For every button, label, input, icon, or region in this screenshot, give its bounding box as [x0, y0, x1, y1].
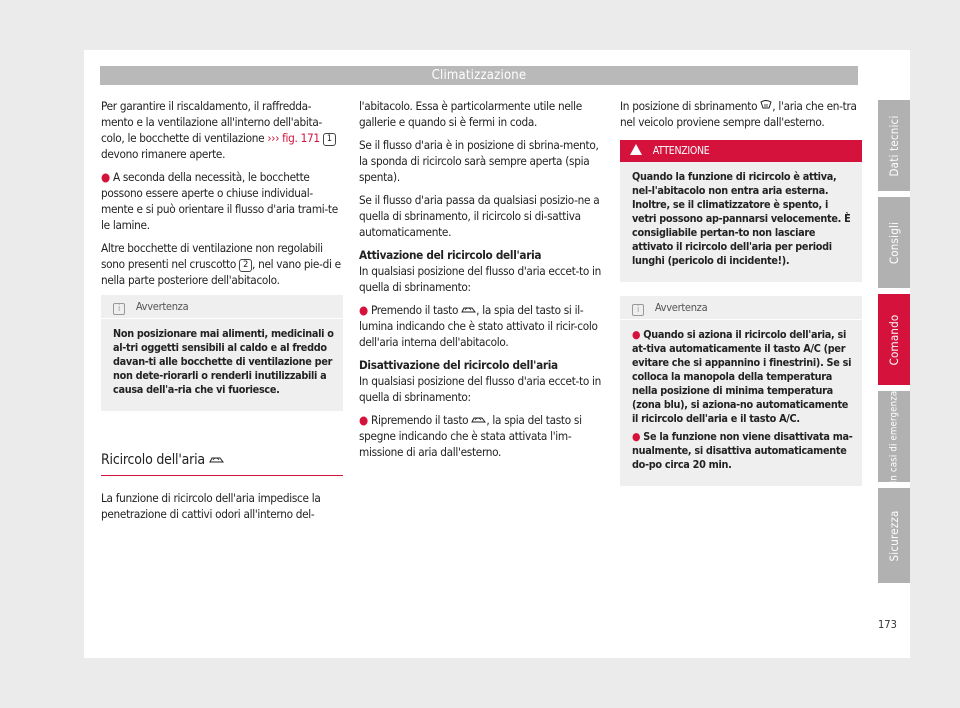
paragraph-text: , nel vano pie-di e nella parte posteriore dell'abitacolo. — [101, 257, 341, 287]
bullet-icon: ● — [359, 303, 368, 317]
paragraph-text: devono rimanere aperte. — [101, 147, 226, 161]
note-body — [620, 320, 862, 486]
car-recirculation-icon — [471, 416, 486, 423]
info-icon: i — [113, 303, 125, 315]
info-icon: i — [632, 304, 644, 316]
note-box — [620, 296, 862, 486]
paragraph-text: In posizione di sbrinamento — [620, 99, 758, 113]
warning-title: ATTENZIONE — [652, 145, 710, 157]
paragraph-text: Altre bocchette di ventilazione non regolabili sono presenti nel cruscotto — [101, 241, 323, 271]
note-title: Avvertenza — [654, 301, 708, 314]
section-heading — [101, 425, 343, 476]
bullet-item — [359, 412, 601, 460]
column-3 — [620, 98, 862, 500]
warning-text: Quando la funzione di ricircolo è attiva, nel-l'abitacolo non entra aria esterna. Inoltre, se il climatizzatore è spento, i vetri possono ap-pannarsi velocemente. È consigliabile pertan-to non lasciare attivato il ricircolo dell'aria per periodi lunghi (pericolo di incidente!). — [632, 170, 851, 267]
page-header — [100, 66, 858, 85]
note-header — [620, 296, 862, 320]
tab-sicurezza[interactable] — [878, 488, 910, 583]
bullet-text: Quando si aziona il ricircolo dell'aria, si at-tiva automaticamente il tasto A/C (per evitare che si appannino i finestrini). Se si colloca la manopola della temperatura nella posizione di minima temperatura (zona blu), si aziona-no automaticamente il ricircolo dell'aria e il tasto A/C. — [632, 328, 852, 425]
warning-triangle-icon — [630, 144, 642, 155]
note-body — [101, 319, 343, 411]
column-2 — [359, 98, 601, 467]
tab-label: In casi di emergenza — [888, 390, 900, 483]
bullet-text: Ripremendo il tasto — [370, 413, 469, 427]
bullet-text: Se la funzione non viene disattivata ma-nualmente, si disattiva automaticamente do-po circa 20 min. — [632, 430, 853, 471]
subheading: Disattivazione del ricircolo dell'aria — [359, 358, 558, 372]
tab-comando[interactable] — [878, 294, 910, 385]
bullet-icon: ● — [632, 328, 641, 341]
bullet-text: Premendo il tasto — [370, 303, 459, 317]
tab-label: Sicurezza — [887, 509, 901, 562]
note-box — [101, 295, 343, 411]
paragraph — [101, 240, 343, 288]
bullet-item — [632, 328, 854, 426]
callout-number-badge: 2 — [239, 259, 252, 272]
paragraph — [101, 98, 343, 162]
tab-consigli[interactable] — [878, 197, 910, 288]
bullet-item — [101, 169, 343, 233]
warning-body — [620, 162, 862, 282]
note-header — [101, 295, 343, 319]
paragraph: Se il flusso d'aria è in posizione di sbrina-mento, la sponda di ricircolo sarà sempre aperta (spia spenta). — [359, 138, 599, 184]
paragraph: In qualsiasi posizione del flusso d'aria eccet-to in quella di sbrinamento: — [359, 374, 601, 404]
paragraph: In qualsiasi posizione del flusso d'aria eccet-to in quella di sbrinamento: — [359, 264, 601, 294]
callout-number-badge: 1 — [323, 133, 336, 146]
paragraph-text: , l'aria che en-tra nel veicolo proviene sempre dall'esterno. — [620, 99, 857, 129]
bullet-item — [359, 302, 601, 350]
warning-header — [620, 140, 862, 162]
tab-label: Dati tecnici — [887, 114, 901, 177]
bullet-item — [632, 430, 854, 472]
paragraph-text: Per garantire il riscaldamento, il raffredda-mento e la ventilazione all'interno dell'abita-colo, le bocchette di ventilazione — [101, 99, 322, 145]
bullet-icon: ● — [101, 170, 110, 184]
column-1 — [101, 98, 343, 529]
warning-box — [620, 140, 862, 282]
paragraph — [620, 98, 862, 130]
bullet-icon: ● — [632, 430, 641, 443]
defrost-icon — [760, 100, 772, 110]
subheading: Attivazione del ricircolo dell'aria — [359, 248, 542, 262]
tab-in-casi-di-emergenza[interactable] — [878, 391, 910, 482]
car-recirculation-icon — [461, 306, 476, 313]
page-title: Climatizzazione — [431, 68, 527, 83]
tab-label: Comando — [887, 314, 901, 365]
figure-reference-link[interactable]: ››› fig. 171 — [267, 131, 320, 145]
page-number: 173 — [878, 618, 897, 631]
paragraph: Se il flusso d'aria passa da qualsiasi posizio-ne a quella di sbrinamento, il ricircolo si di-sattiva automaticamente. — [359, 193, 600, 239]
bullet-text: A seconda della necessità, le bocchette possono essere aperte o chiuse individual-mente e si può orientare il flusso d'aria trami-te le lamine. — [101, 170, 338, 232]
section-title-text: Ricircolo dell'aria — [101, 452, 205, 468]
bullet-text: , la spia del tasto si spegne indicando che è stata attivata l'im-missione di aria dall'esterno. — [359, 413, 582, 459]
paragraph: l'abitacolo. Essa è particolarmente utile nelle gallerie e quando si è fermi in coda. — [359, 99, 582, 129]
note-text: Non posizionare mai alimenti, medicinali o al-tri oggetti sensibili al caldo e al freddo davan-ti alle bocchette di ventilazione per non dete-riorarli o renderli inutilizzabili a causa dell'a-ria che vi fuoriesce. — [113, 327, 334, 396]
bullet-text: , la spia del tasto si il-lumina indicando che è stato attivato il ricir-colo dell'aria interna dell'abitacolo. — [359, 303, 598, 349]
bullet-icon: ● — [359, 413, 368, 427]
paragraph: La funzione di ricircolo dell'aria impedisce la penetrazione di cattivi odori all'interno del- — [101, 491, 321, 521]
tab-dati-tecnici[interactable] — [878, 100, 910, 191]
note-title: Avvertenza — [135, 300, 189, 313]
car-recirculation-icon — [209, 456, 224, 463]
tab-label: Consigli — [887, 221, 901, 264]
